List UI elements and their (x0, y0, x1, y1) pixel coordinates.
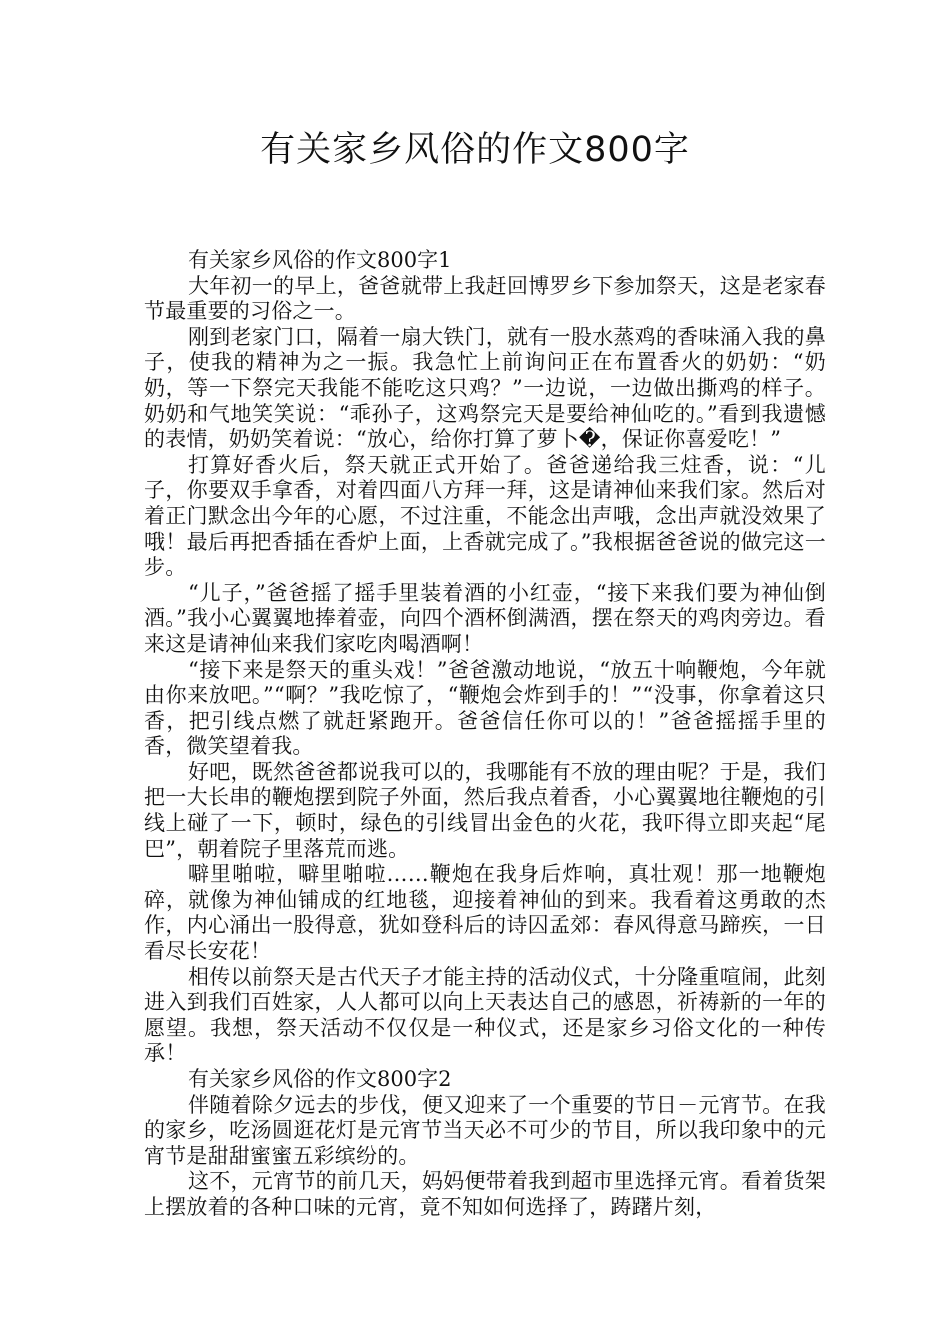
paragraph: 相传以前祭天是古代天子才能主持的活动仪式，十分隆重喧闹，此刻进入到我们百姓家，人人都可以向上天表达自己的感恩，祈祷新的一年的愿望。我想，祭天活动不仅仅是一种仪式，还是家乡习俗文化的一种传承！ (144, 964, 826, 1066)
paragraph: 伴随着除夕远去的步伐，便又迎来了一个重要的节日－元宵节。在我的家乡，吃汤圆逛花灯是元宵节当天必不可少的节目，所以我印象中的元宵节是甜甜蜜蜜五彩缤纷的。 (144, 1092, 826, 1168)
section-heading: 有关家乡风俗的作文800字1 (188, 248, 452, 272)
document-body (144, 248, 826, 1221)
paragraph: 打算好香火后，祭天就正式开始了。爸爸递给我三炷香，说：“儿子，你要双手拿香，对着四面八方拜一拜，这是请神仙来我们家。然后对着正门默念出今年的心愿，不过注重，不能念出声哦，念出声就没效果了哦！最后再把香插在香炉上面，上香就完成了。”我根据爸爸说的做完这一步。 (144, 452, 826, 580)
paragraph: 好吧，既然爸爸都说我可以的，我哪能有不放的理由呢？于是，我们把一大长串的鞭炮摆到院子外面，然后我点着香，小心翼翼地往鞭炮的引线上碰了一下，顿时，绿色的引线冒出金色的火花，我吓得立即夹起“尾巴”，朝着院子里落荒而逃。 (144, 759, 826, 861)
section-heading: 有关家乡风俗的作文800字2 (188, 1067, 452, 1091)
paragraph: 刚到老家门口，隔着一扇大铁门，就有一股水蒸鸡的香味涌入我的鼻子，使我的精神为之一振。我急忙上前询问正在布置香火的奶奶：“奶奶，等一下祭完天我能不能吃这只鸡？”一边说，一边做出撕鸡的样子。奶奶和气地笑笑说：“乖孙子，这鸡祭完天是要给神仙吃的。”看到我遗憾的表情，奶奶笑着说：“放心，给你打算了萝卜�，保证你喜爱吃！” (144, 324, 826, 452)
document-title: 有关家乡风俗的作文800字 (260, 130, 690, 170)
paragraph: 这不，元宵节的前几天，妈妈便带着我到超市里选择元宵。看着货架上摆放着的各种口味的元宵，竟不知如何选择了，踌躇片刻， (144, 1169, 826, 1219)
paragraph: “接下来是祭天的重头戏！”爸爸激动地说，“放五十响鞭炮，今年就由你来放吧。”“啊？”我吃惊了，“鞭炮会炸到手的！”“没事，你拿着这只香，把引线点燃了就赶紧跑开。爸爸信任你可以的！”爸爸摇摇手里的香，微笑望着我。 (144, 657, 826, 759)
paragraph: “儿子，”爸爸摇了摇手里装着酒的小红壶，“接下来我们要为神仙倒酒。”我小心翼翼地捧着壶，向四个酒杯倒满酒，摆在祭天的鸡肉旁边。看来这是请神仙来我们家吃肉喝酒啊！ (144, 580, 826, 656)
paragraph: 噼里啪啦，噼里啪啦……鞭炮在我身后炸响，真壮观！那一地鞭炮碎，就像为神仙铺成的红地毯，迎接着神仙的到来。我看着这勇敢的杰作，内心涌出一股得意，犹如登科后的诗囚孟郊：春风得意马蹄疾，一日看尽长安花！ (144, 862, 826, 964)
paragraph: 大年初一的早上，爸爸就带上我赶回博罗乡下参加祭天，这是老家春节最重要的习俗之一。 (144, 273, 826, 324)
